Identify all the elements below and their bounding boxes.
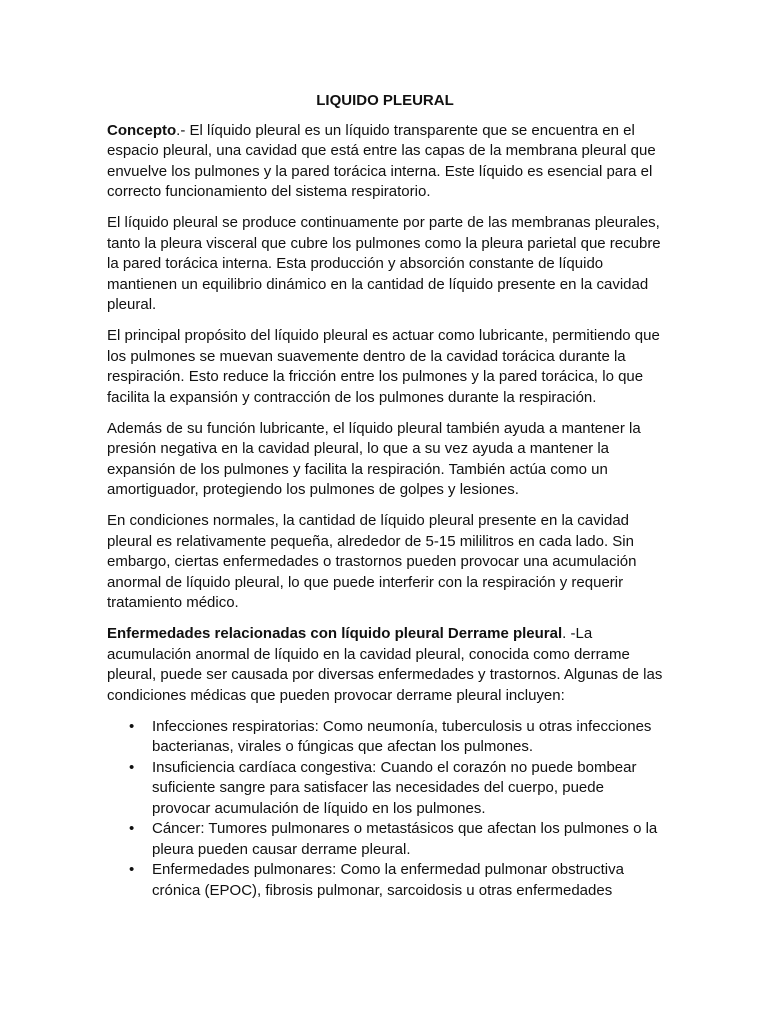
list-item bbox=[107, 819, 663, 860]
document-title: LIQUIDO PLEURAL bbox=[316, 92, 454, 109]
diseases-text: . -La acumulación anormal de líquido en la cavidad pleural, conocida como derrame pleural, puede ser causada por diversas enfermedades y trastornos. Algunas de las condiciones médicas que pueden provocar derrame pleural incluyen: bbox=[107, 625, 663, 704]
body-paragraph-function: Además de su función lubricante, el líquido pleural también ayuda a mantener la presión negativa en la cavidad pleural, lo que a su vez ayuda a mantener la expansión de los pulmones y facilita la respiración. También actúa como un amortiguador, protegiendo los pulmones de golpes y lesiones. bbox=[107, 419, 641, 498]
list-item-text: Insuficiencia cardíaca congestiva: Cuando el corazón no puede bombear suficiente sangre para satisfacer las necesidades del cuerpo, puede provocar acumulación de líquido en los pulmones. bbox=[152, 758, 637, 817]
diseases-paragraph bbox=[107, 624, 663, 706]
conditions-list bbox=[107, 717, 663, 902]
document-page bbox=[107, 91, 663, 901]
list-item-text: Enfermedades pulmonares: Como la enfermedad pulmonar obstructiva crónica (EPOC), fibrosis pulmonar, sarcoidosis u otras enfermedades bbox=[152, 861, 624, 899]
bullet-icon: • bbox=[129, 758, 135, 776]
bullet-icon: • bbox=[129, 820, 135, 837]
bullet-icon: • bbox=[129, 861, 135, 878]
list-item bbox=[107, 717, 663, 758]
list-item bbox=[107, 860, 663, 901]
body-paragraph-purpose: El principal propósito del líquido pleural es actuar como lubricante, permitiendo que los pulmones se muevan suavemente dentro de la cavidad torácica durante la respiración. Esto reduce la fricción entre los pulmones y la pared torácica, lo que facilita la expansión y contracción de los pulmones durante la respiración. bbox=[107, 327, 660, 406]
concept-text: .- El líquido pleural es un líquido transparente que se encuentra en el espacio pleural, una cavidad que está entre las capas de la membrana pleural que envuelve los pulmones y la pared torácica interna. Este líquido es esencial para el correcto funcionamiento del sistema respiratorio. bbox=[107, 121, 656, 200]
list-item bbox=[107, 758, 663, 820]
body-paragraph-production: El líquido pleural se produce continuamente por parte de las membranas pleurales, tanto la pleura visceral que cubre los pulmones como la pleura parietal que recubre la pared torácica interna. Esta producción y absorción constante de líquido mantienen un equilibrio dinámico en la cantidad de líquido presente en la cavidad pleural. bbox=[107, 214, 661, 313]
bullet-icon: • bbox=[129, 717, 135, 735]
concept-label: Concepto bbox=[107, 121, 177, 139]
concept-paragraph bbox=[107, 121, 663, 203]
diseases-label: Enfermedades relacionadas con líquido pleural Derrame pleural bbox=[107, 625, 563, 642]
list-item-text: Infecciones respiratorias: Como neumonía, tuberculosis u otras infecciones bacterianas, virales o fúngicas que afectan los pulmones. bbox=[152, 717, 652, 755]
list-item-text: Cáncer: Tumores pulmonares o metastásicos que afectan los pulmones o la pleura pueden causar derrame pleural. bbox=[152, 820, 658, 858]
body-paragraph-normal-conditions: En condiciones normales, la cantidad de líquido pleural presente en la cavidad pleural es relativamente pequeña, alrededor de 5-15 mililitros en cada lado. Sin embargo, ciertas enfermedades o trastornos pueden provocar una acumulación anormal de líquido pleural, lo que puede interferir con la respiración y requerir tratamiento médico. bbox=[107, 512, 637, 611]
